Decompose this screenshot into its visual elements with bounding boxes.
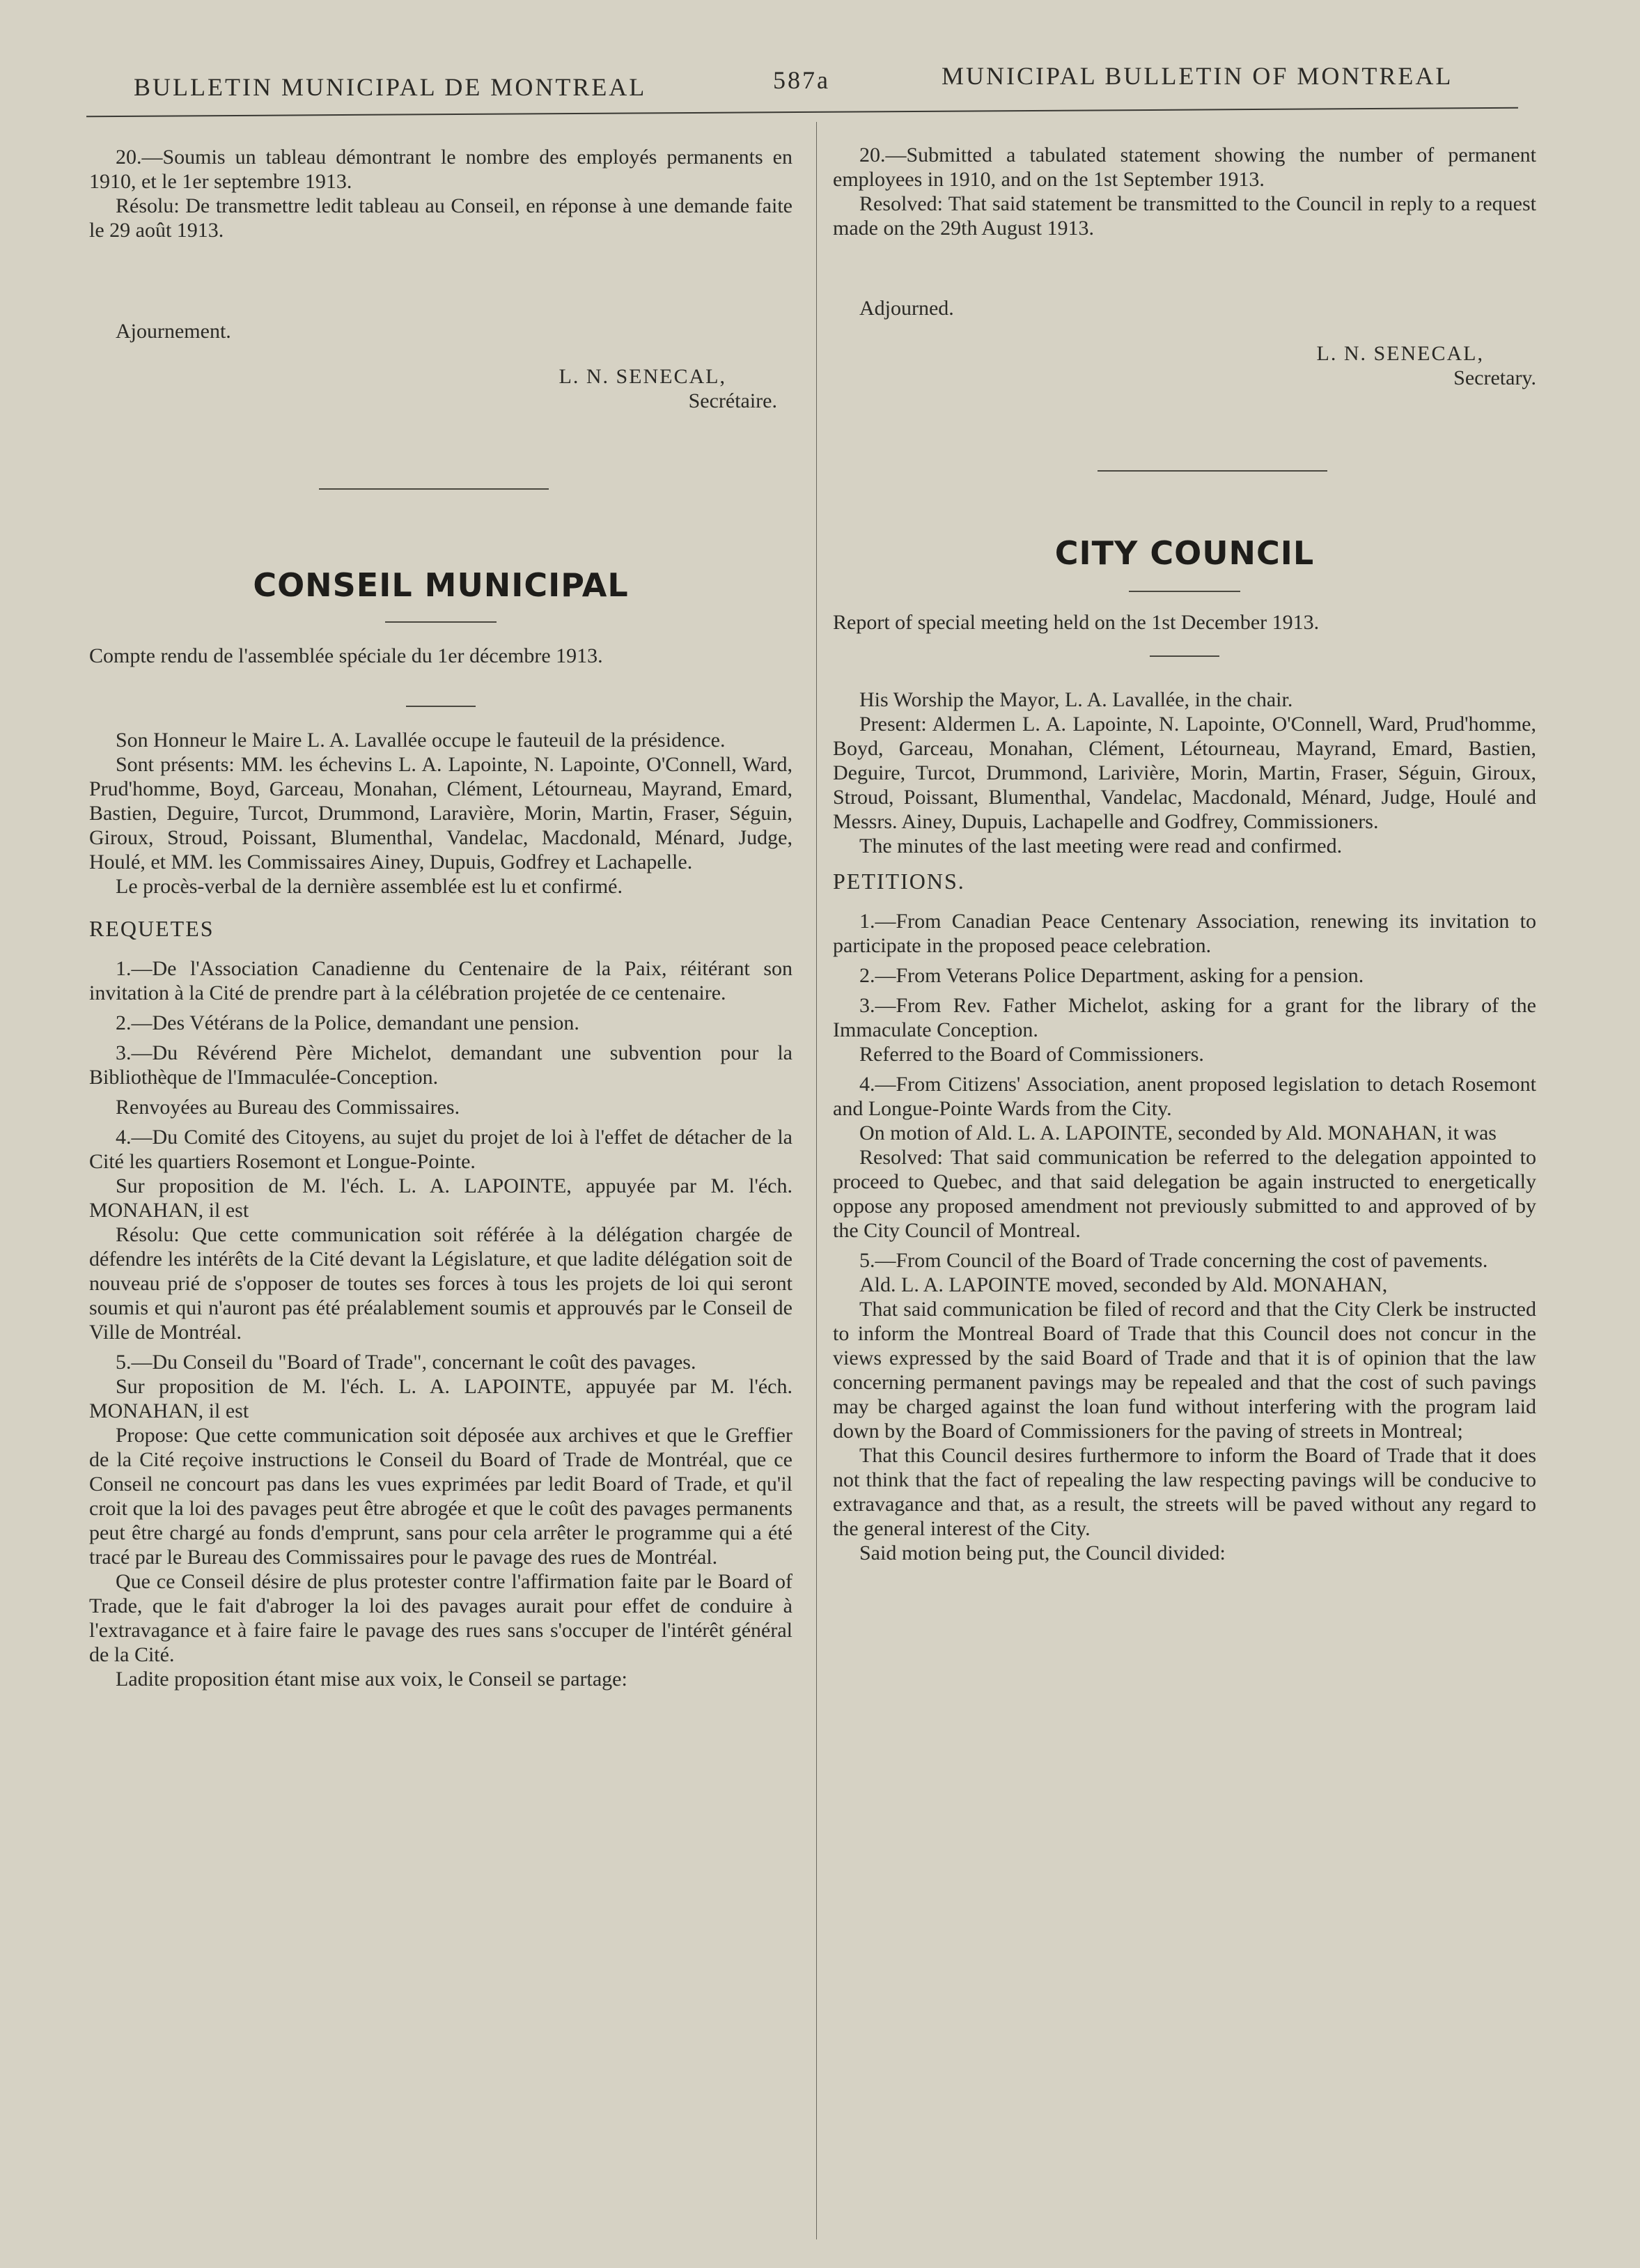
en-petition-3: 3.—From Rev. Father Michelot, asking for a grant for the library of the Immaculate Conception. [833, 994, 1536, 1041]
fr-item-20-resolution: Résolu: De transmettre ledit tableau au Conseil, en réponse à une demande faite le 29 août 1913. [89, 194, 792, 242]
fr-signatory-name: L. N. SENECAL, [559, 365, 726, 388]
en-petition-4-motion: On motion of Ald. L. A. LAPOINTE, seconded by Ald. MONAHAN, it was [859, 1121, 1497, 1144]
fr-petition-5-proposal: Propose: Que cette communication soit déposée aux archives et que le Greffier de la Cité reçoive instructions le Conseil du Board of Trade de Montréal, que ce Conseil ne concourt pas dans les vues exprimées par ledit Board of Trade, et qu'il croit que la loi des pavages peut être abrogée et que le coût des pavages permanents peut être chargé au fonds d'emprunt, sans pour cela arrêter le programme qui a été tracé par le Bureau des Commissaires pour le pavage des rues de Montréal. [89, 1424, 792, 1569]
en-petition-5: 5.—From Council of the Board of Trade concerning the cost of pavements. [859, 1249, 1488, 1272]
en-signatory-title: Secretary. [1453, 366, 1536, 389]
en-report-title: Report of special meeting held on the 1st December 1913. [833, 611, 1320, 634]
fr-petition-1: 1.—De l'Association Canadienne du Centenaire de la Paix, réitérant son invitation à la Cité de prendre part à la célébration projetée de ce centenaire. [89, 957, 792, 1004]
en-item-20-resolution: Resolved: That said statement be transmitted to the Council in reply to a request made on the 29th August 1913. [833, 192, 1536, 240]
fr-referred: Renvoyées au Bureau des Commissaires. [116, 1096, 460, 1119]
fr-present: Sont présents: MM. les échevins L. A. Lapointe, N. Lapointe, O'Connell, Ward, Prud'homme, Boyd, Garceau, Monahan, Clément, Létourneau, Mayrand, Emard, Bastien, Deguire, Turcot, Drummond, Laravière, Morin, Martin, Fraser, Séguin, Giroux, Stroud, Poissant, Blumenthal, Vandelac, Macdonald, Ménard, Judge, Houlé, et MM. les Commissaires Ainey, Dupuis, Godfrey et Lachapelle. [89, 753, 792, 873]
en-petitions-heading: PETITIONS. [833, 869, 965, 894]
en-referred: Referred to the Board of Commissioners. [859, 1043, 1204, 1066]
en-chair: His Worship the Mayor, L. A. Lavallée, in the chair. [859, 688, 1293, 711]
fr-petition-4-motion: Sur proposition de M. l'éch. L. A. LAPOINTE, appuyée par M. l'éch. MONAHAN, il est [89, 1174, 792, 1222]
fr-petitions-heading: REQUETES [89, 916, 214, 941]
fr-petition-5-motion: Sur proposition de M. l'éch. L. A. LAPOINTE, appuyée par M. l'éch. MONAHAN, il est [89, 1375, 792, 1422]
fr-petition-5-vote: Ladite proposition étant mise aux voix, le Conseil se partage: [116, 1668, 627, 1691]
en-petition-1: 1.—From Canadian Peace Centenary Association, renewing its invitation to participate in the proposed peace celebration. [833, 910, 1536, 957]
en-petition-4: 4.—From Citizens' Association, anent proposed legislation to detach Rosemont and Longue-Pointe Wards from the City. [833, 1073, 1536, 1120]
en-signatory-name: L. N. SENECAL, [1316, 342, 1484, 365]
column-divider [816, 122, 817, 2239]
fr-chair: Son Honneur le Maire L. A. Lavallée occupe le fauteuil de la présidence. [116, 729, 726, 752]
en-petition-5-motion: Ald. L. A. LAPOINTE moved, seconded by Ald. MONAHAN, [859, 1273, 1388, 1296]
fr-report-title: Compte rendu de l'assemblée spéciale du 1er décembre 1913. [89, 644, 603, 667]
fr-petition-5-further: Que ce Conseil désire de plus protester contre l'affirmation faite par le Board of Trade, que le fait d'abroger la loi des pavages aurait pour effet de conduire à l'extravagance et à faire faire le pavage des rues sans s'occuper de l'intérêt général de la Cité. [89, 1570, 792, 1666]
en-petition-5-proposal: That said communication be filed of record and that the City Clerk be instructed to inform the Montreal Board of Trade that this Council does not concur in the views expressed by the said Board of Trade and that it is of opinion that the law concerning permanent pavings may be repealed and that the cost of such pavings may be charged against the loan fund without interfering with the program laid down by the Board of Commissioners for the paving of streets in Montreal; [833, 1298, 1536, 1443]
english-column [833, 143, 1536, 1565]
fr-petition-3: 3.—Du Révérend Père Michelot, demandant une subvention pour la Bibliothèque de l'Immaculée-Conception. [89, 1041, 792, 1089]
header-rule [86, 107, 1518, 118]
header-english-title: MUNICIPAL BULLETIN OF MONTREAL [942, 62, 1453, 90]
fr-minutes: Le procès-verbal de la dernière assemblée est lu et confirmé. [116, 875, 623, 898]
fr-petition-5: 5.—Du Conseil du "Board of Trade", concernant le coût des pavages. [116, 1351, 696, 1374]
fr-petition-4: 4.—Du Comité des Citoyens, au sujet du projet de loi à l'effet de détacher de la Cité les quartiers Rosemont et Longue-Pointe. [89, 1126, 792, 1173]
fr-adjournment: Ajournement. [116, 320, 231, 343]
en-present: Present: Aldermen L. A. Lapointe, N. Lapointe, O'Connell, Ward, Prud'homme, Boyd, Garceau, Monahan, Clément, Létourneau, Mayrand, Emard, Bastien, Deguire, Turcot, Drummond, Larivière, Morin, Martin, Fraser, Séguin, Giroux, Stroud, Poissant, Blumenthal, Vandelac, Macdonald, Ménard, Judge, Houlé and Messrs. Ainey, Dupuis, Lachapelle and Godfrey, Commissioners. [833, 713, 1536, 833]
fr-signatory-title: Secrétaire. [688, 389, 777, 412]
french-column [89, 145, 792, 1691]
en-section-title: CITY COUNCIL [1054, 534, 1315, 572]
fr-petition-2: 2.—Des Vétérans de la Police, demandant une pension. [116, 1011, 579, 1034]
fr-item-20: 20.—Soumis un tableau démontrant le nombre des employés permanents en 1910, et le 1er septembre 1913. [89, 146, 792, 193]
en-petition-4-resolution: Resolved: That said communication be referred to the delegation appointed to proceed to Quebec, and that said delegation be again instructed to energetically oppose any proposed amendment not previously submitted to and approved of by the City Council of Montreal. [833, 1146, 1536, 1242]
en-petition-5-vote: Said motion being put, the Council divided: [859, 1541, 1226, 1564]
fr-section-title: CONSEIL MUNICIPAL [253, 566, 629, 604]
en-adjournment: Adjourned. [859, 297, 954, 320]
page-number: 587a [773, 66, 830, 94]
en-minutes: The minutes of the last meeting were read and confirmed. [859, 834, 1343, 857]
header-french-title: BULLETIN MUNICIPAL DE MONTREAL [134, 73, 647, 101]
fr-petition-4-resolution: Résolu: Que cette communication soit référée à la délégation chargée de défendre les intérêts de la Cité devant la Législature, et que ladite délégation soit de nouveau prié de s'opposer de toutes ses forces à tous les projets de loi qui seront soumis et qui n'auront pas été préalablement soumis et approuvés par le Conseil de Ville de Montréal. [89, 1223, 792, 1344]
en-petition-5-further: That this Council desires furthermore to inform the Board of Trade that it does not think that the fact of repealing the law respecting pavings will be conducive to extravagance and that, as a result, the streets will be paved without any regard to the general interest of the City. [833, 1444, 1536, 1540]
en-item-20: 20.—Submitted a tabulated statement showing the number of permanent employees in 1910, and on the 1st September 1913. [833, 143, 1536, 191]
en-petition-2: 2.—From Veterans Police Department, asking for a pension. [859, 964, 1364, 987]
page-header [0, 49, 1640, 104]
